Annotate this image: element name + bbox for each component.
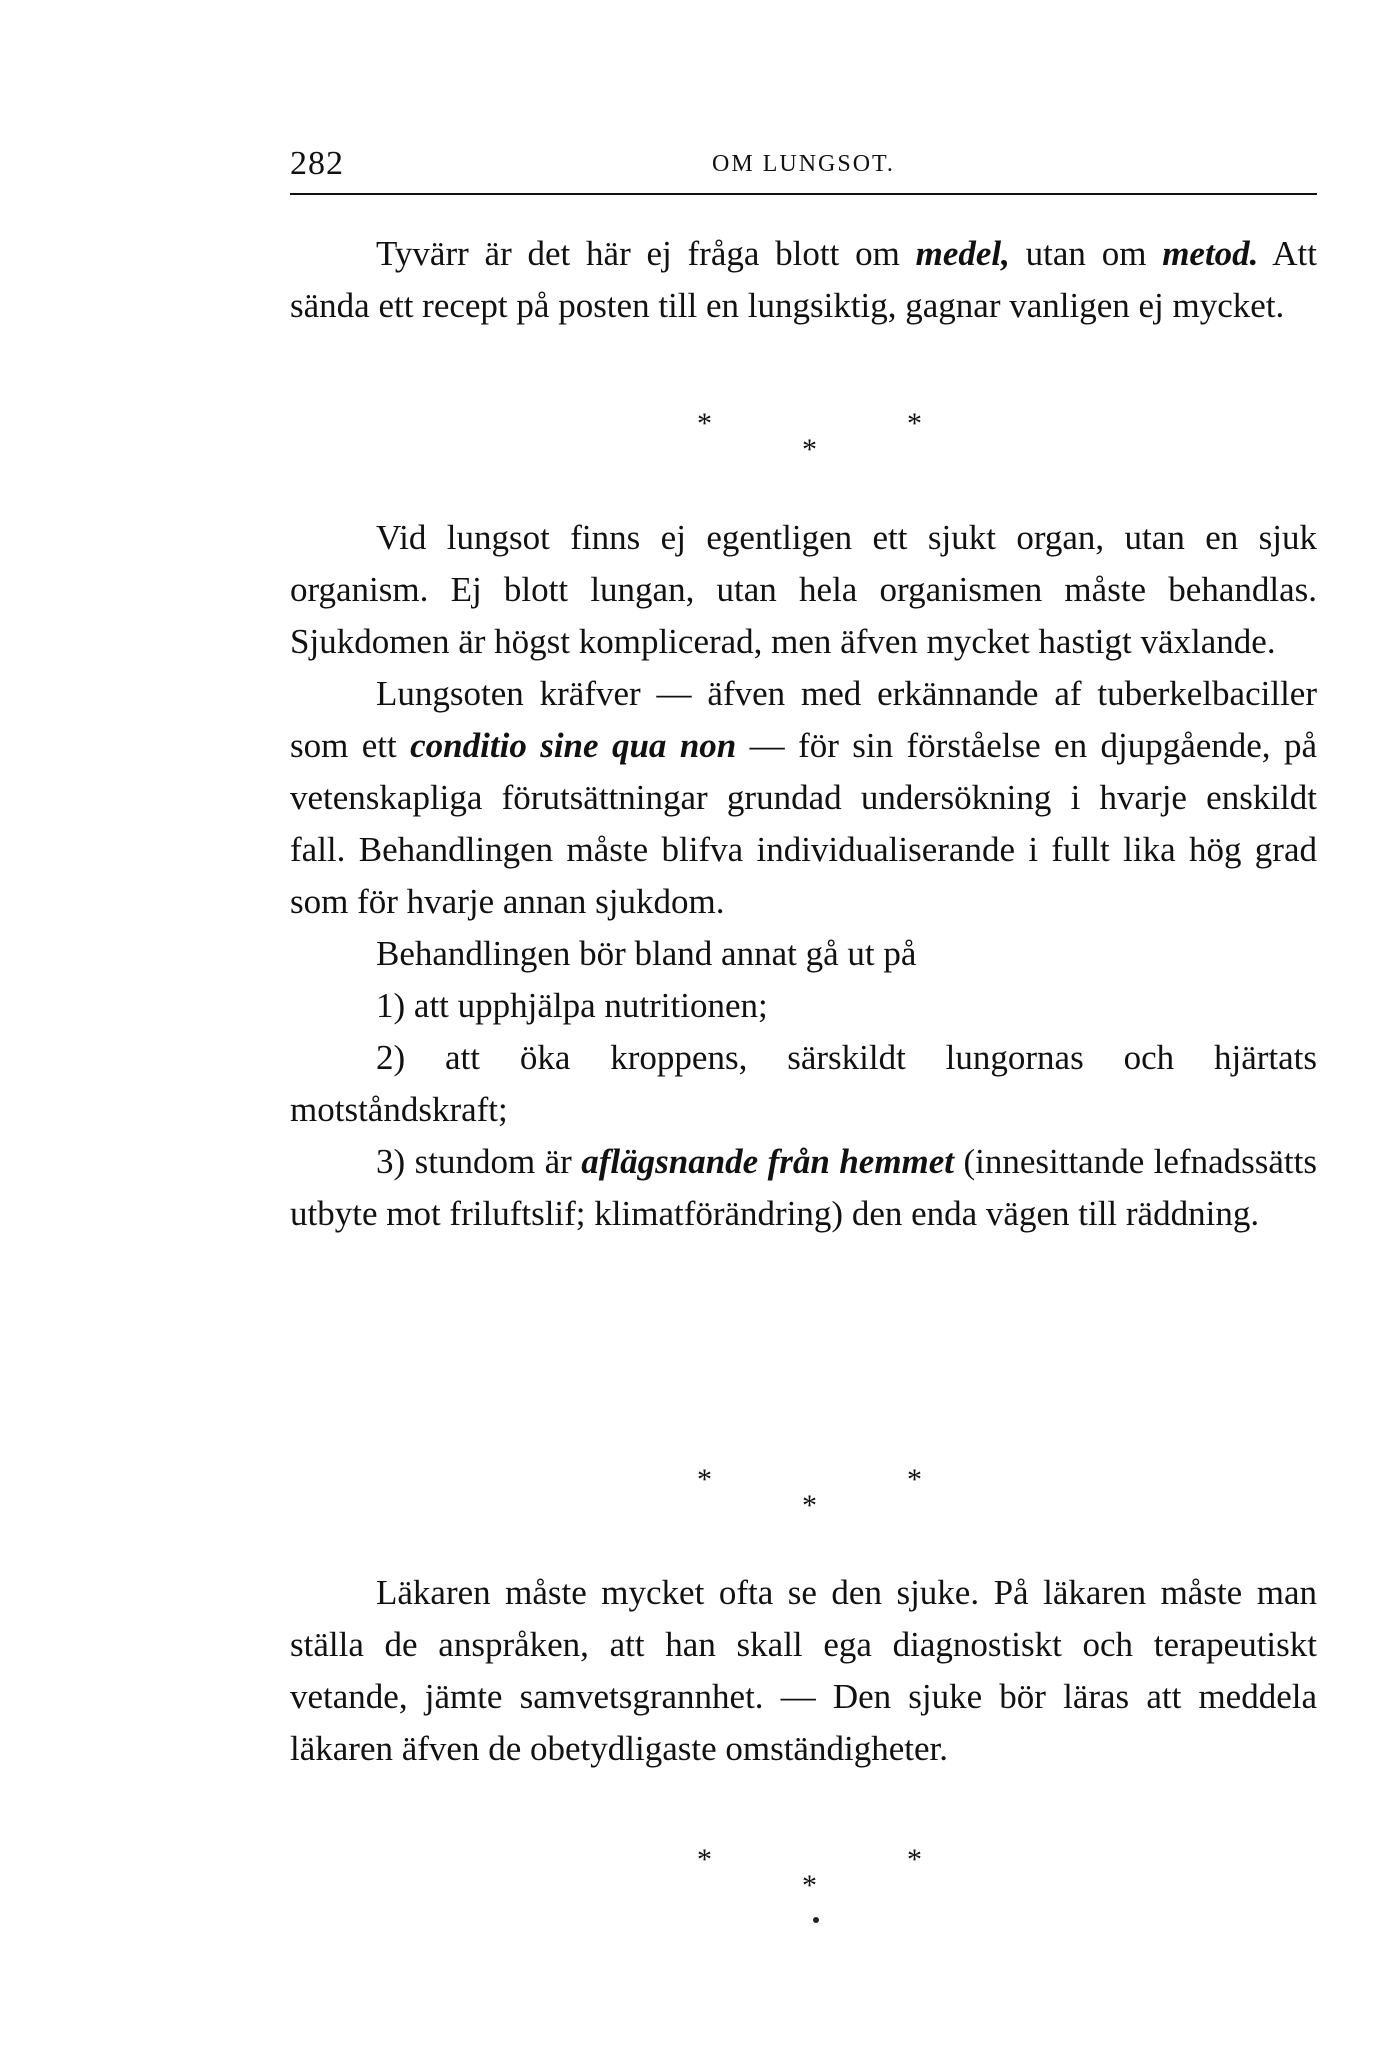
asterisk: * [802,433,817,466]
emphasis-conditio: conditio sine qua non [410,726,737,765]
asterisk: * [697,1843,712,1876]
asterisk: * [907,407,922,440]
section-separator-1 [290,409,1317,469]
asterisk: * [907,1463,922,1496]
page-header [290,145,1317,195]
section-2 [290,512,1317,1240]
paragraph-2: Vid lungsot finns ej egentligen ett sjukt organ, utan en sjuk organism. Ej blott lungan, utan hela organismen måste behandlas. Sjukdomen är högst komplicerad, men äfven mycket hastigt växlande. [290,518,1317,661]
list-item-3: 3) stundom är aflägsnande från hemmet (innesittande lefnadssätts utbyte mot friluftslif; klimatförändring) den enda vägen till räddning. [290,1142,1317,1233]
asterisk: * [802,1869,817,1902]
paragraph-5: Läkaren måste mycket ofta se den sjuke. På läkaren måste man ställa de anspråken, att han skall ega diagnostiskt och terapeutiskt vetande, jämte samvetsgrannhet. — Den sjuke bör läras att meddela läkaren äfven de obetydligaste omständigheter. [290,1573,1317,1768]
section-separator-3 [290,1845,1317,1905]
emphasis-metod: metod. [1162,234,1259,273]
asterisk: * [802,1489,817,1522]
emphasis-aflagsnande: aflägsnande från hemmet [581,1142,955,1181]
page-number: 282 [290,145,344,182]
list-item-1: 1) att upphjälpa nutritionen; [376,986,768,1025]
section-3 [290,1567,1317,1775]
list-item-2: 2) att öka kroppens, särskildt lungornas och hjärtats motståndskraft; [290,1038,1317,1129]
asterisk: * [697,1463,712,1496]
emphasis-medel: medel, [915,234,1010,273]
paragraph-4: Behandlingen bör bland annat gå ut på [376,934,917,973]
asterisk: * [907,1843,922,1876]
ink-dot [813,1917,819,1923]
running-title: OM LUNGSOT. [712,151,895,177]
paragraph-1: Tyvärr är det här ej fråga blott om medel, utan om metod. Att sända ett recept på posten till en lungsiktig, gagnar vanligen ej mycket. [290,234,1317,325]
section-1 [290,228,1317,332]
paragraph-3: Lungsoten kräfver — äfven med erkännande af tuberkelbaciller som ett conditio sine qua non — för sin förståelse en djupgående, på vetenskapliga förutsättningar grundad undersökning i hvarje enskildt fall. Behandlingen måste blifva individualiserande i fullt lika hög grad som för hvarje annan sjukdom. [290,674,1317,921]
section-separator-2 [290,1465,1317,1525]
asterisk: * [697,407,712,440]
